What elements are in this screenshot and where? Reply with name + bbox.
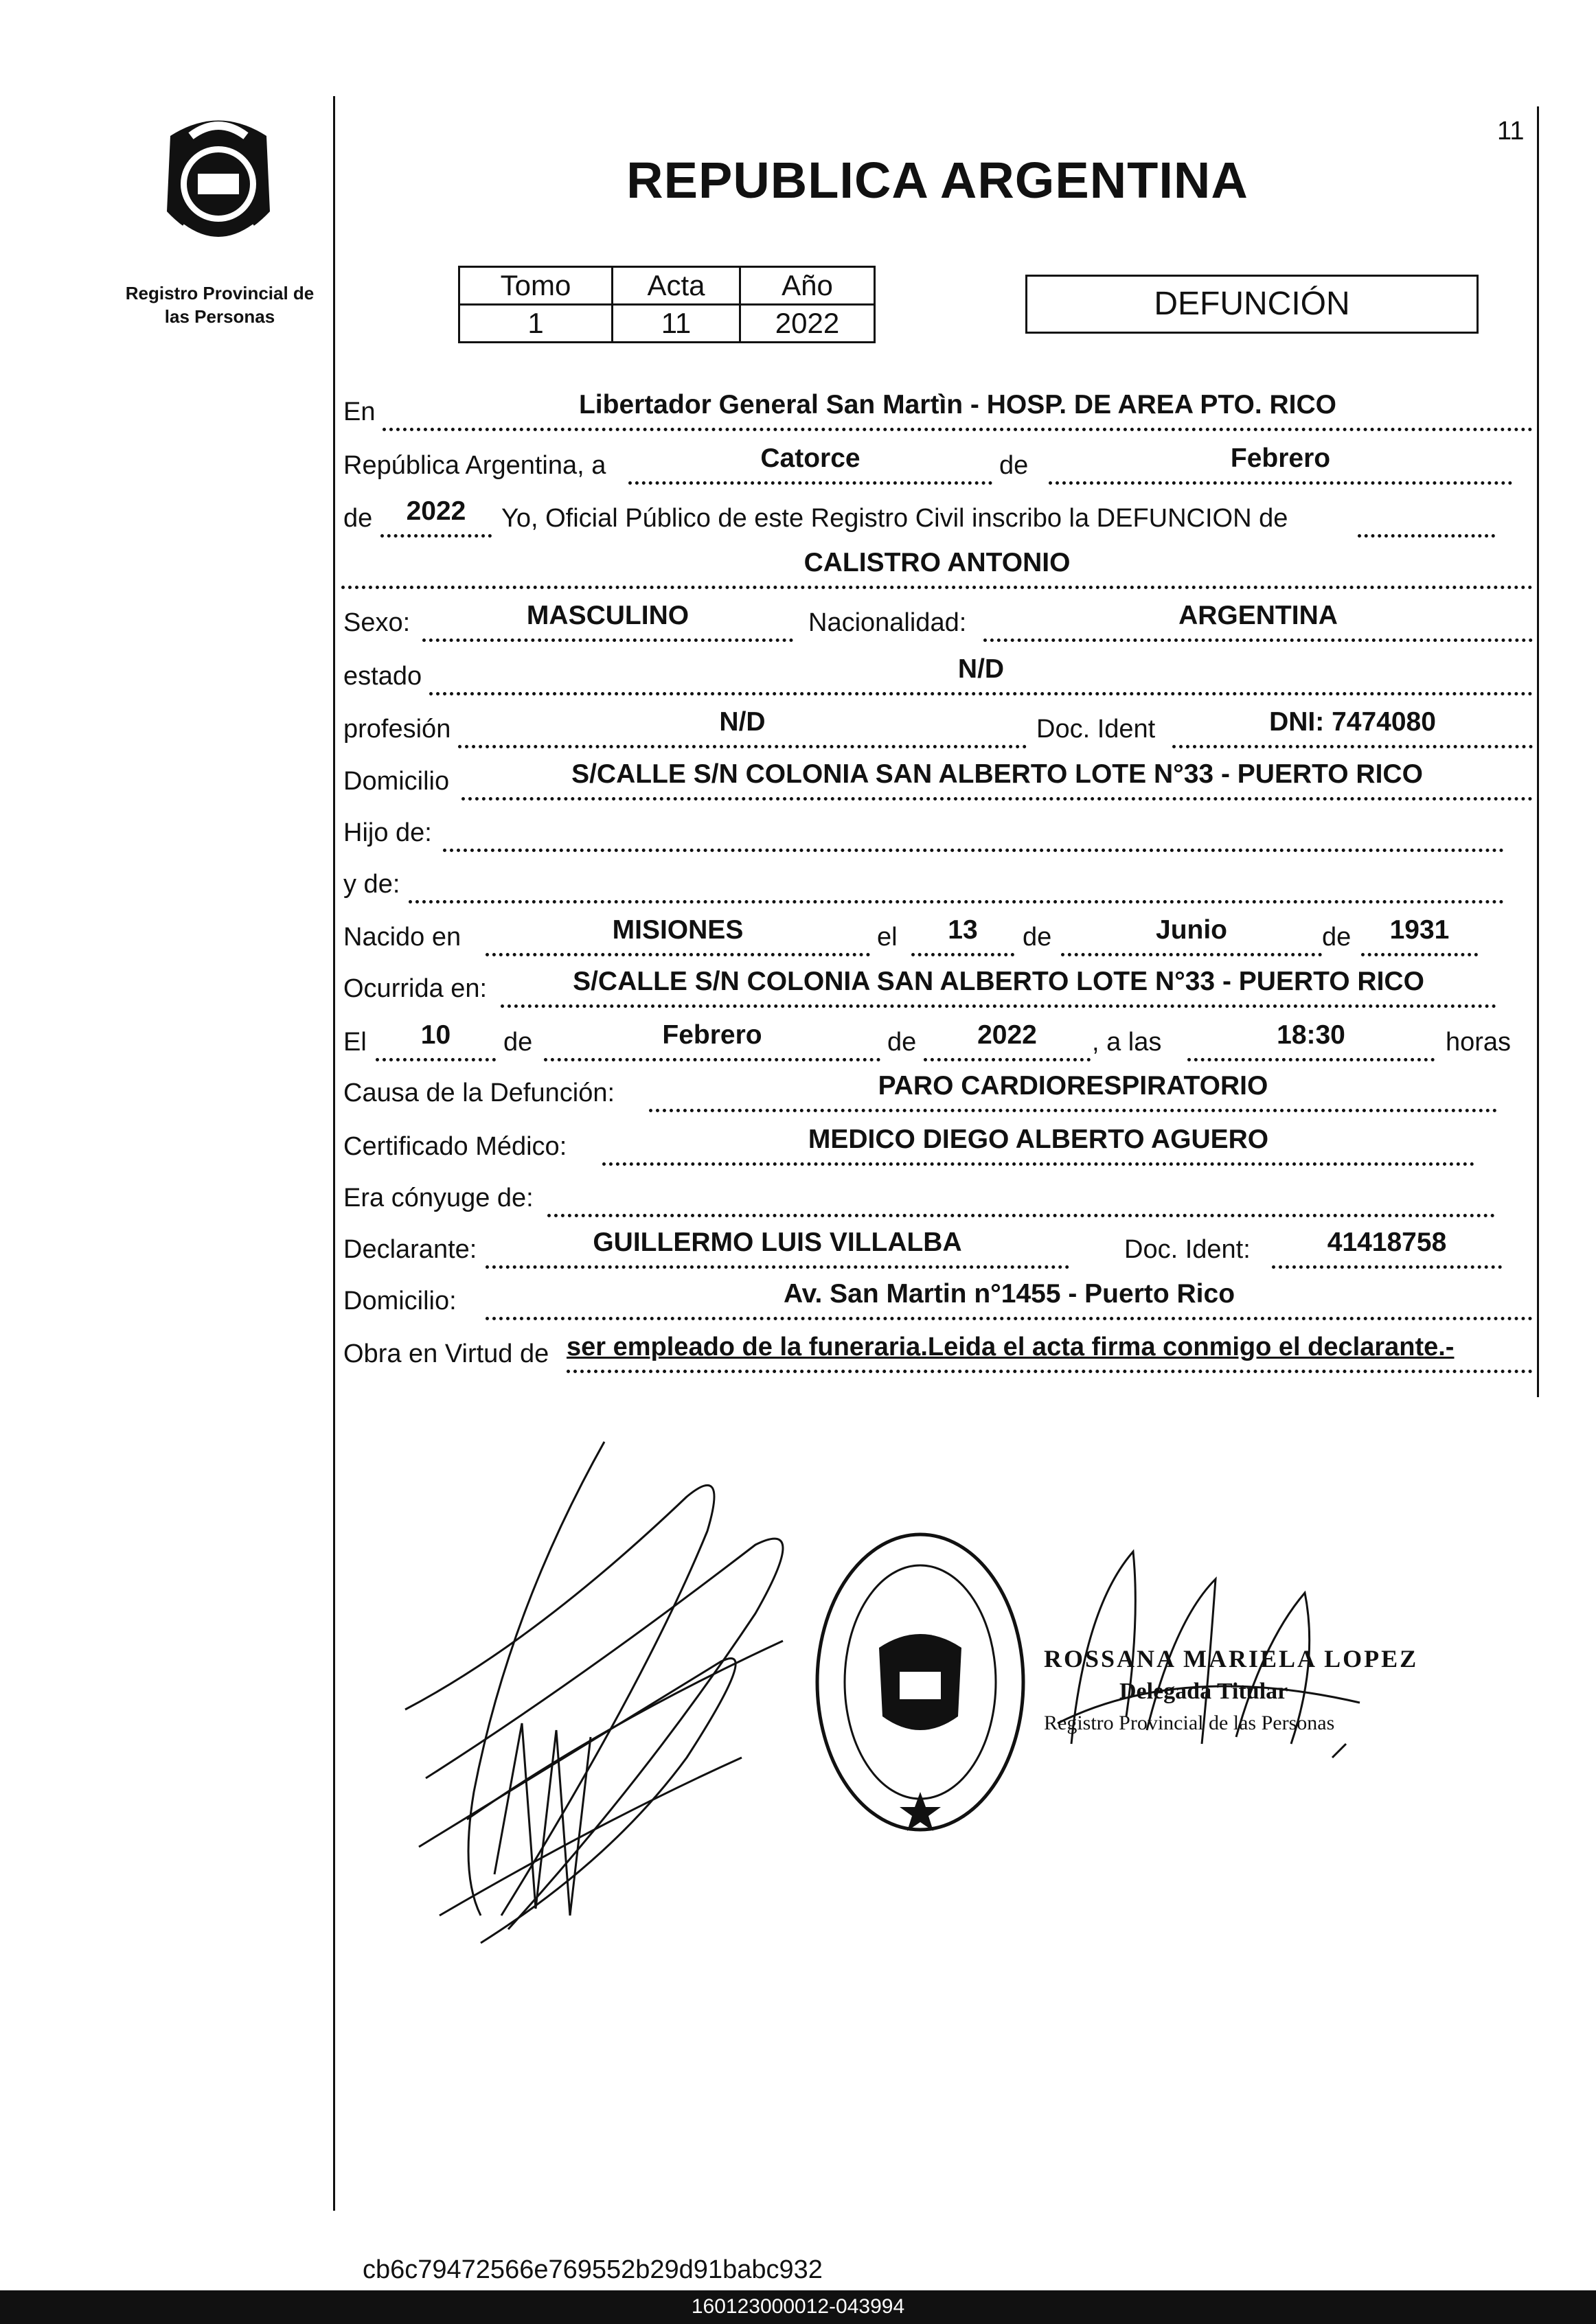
officer-block [1044,1644,1428,1735]
row-nacido: Nacido en MISIONES el 13 de Junio de 1931 [341,917,1533,965]
record-table [458,266,876,343]
birth-month: Junio [1156,915,1227,945]
officer-organization: Registro Provincial de las Personas [1044,1712,1335,1734]
death-day: 10 [420,1020,451,1050]
row-decl-domicilio: Domicilio: Av. San Martin n°1455 - Puerto Rico [341,1280,1533,1328]
row-yde: y de: [341,864,1533,912]
row-date: República Argentina, a Catorce de Febrero [341,445,1533,493]
row-conyuge: Era cónyuge de: [341,1177,1533,1226]
registry-stamp [810,1524,1030,1840]
act-type-box: DEFUNCIÓN [1025,275,1479,334]
declarante-doc-value: 41418758 [1327,1228,1447,1257]
tomo-header: Tomo [459,267,613,305]
acta-value: 11 [613,305,740,343]
row-sexo: Sexo: MASCULINO Nacionalidad: ARGENTINA [341,602,1533,650]
row-hijo: Hijo de: [341,812,1533,860]
anio-value: 2022 [740,305,875,343]
registration-month: Febrero [1230,444,1331,473]
registration-day: Catorce [760,444,860,473]
en-label: En [343,398,376,426]
row-certificado: Certificado Médico: MEDICO DIEGO ALBERTO AGUERO [341,1126,1533,1174]
tomo-value: 1 [459,305,613,343]
deceased-name: CALISTRO ANTONIO [803,548,1071,577]
document-title: REPUBLICA ARGENTINA [626,152,1249,209]
barcode-text: 160123000012-043994 [691,2295,905,2318]
row-domicilio: Domicilio S/CALLE S/N COLONIA SAN ALBERTO LOTE N°33 - PUERTO RICO [341,761,1533,809]
birth-place: MISIONES [612,915,744,945]
row-declarante: Declarante: GUILLERMO LUIS VILLALBA Doc. Ident: 41418758 [341,1229,1533,1277]
registry-label: Registro Provincial de las Personas [125,283,315,327]
officer-name: ROSSANA MARIELA LOPEZ [1044,1645,1419,1672]
row-year: de 2022 Yo, Oficial Público de este Registro Civil inscribo la DEFUNCION de [341,498,1533,546]
obra-value: ser empleado de la funeraria.Leida el acta firma conmigo el declarante.- [567,1333,1455,1361]
registration-year: 2022 [406,496,466,526]
certificado-value: MEDICO DIEGO ALBERTO AGUERO [808,1125,1269,1154]
declarante-value: GUILLERMO LUIS VILLALBA [593,1228,962,1257]
row-ocurrida: Ocurrida en: S/CALLE S/N COLONIA SAN ALBERTO LOTE N°33 - PUERTO RICO [341,968,1533,1016]
officer-role: Delegada Titular [1119,1679,1288,1704]
declarante-domicilio-value: Av. San Martin n°1455 - Puerto Rico [783,1279,1235,1309]
nacionalidad-value: ARGENTINA [1178,601,1338,630]
domicilio-value: S/CALLE S/N COLONIA SAN ALBERTO LOTE N°33 - PUERTO RICO [571,759,1423,789]
row-death-date: El 10 de Febrero de 2022 , a las 18:30 horas [341,1022,1533,1070]
declarant-signature [398,1435,824,1957]
estado-value: N/D [957,654,1005,684]
death-time: 18:30 [1277,1020,1345,1050]
row-causa: Causa de la Defunción: PARO CARDIORESPIRATORIO [341,1072,1533,1120]
left-margin-rule [333,96,335,2211]
provincia-misiones-logo [150,108,287,266]
page-number: 11 [1497,117,1525,146]
document-hash: cb6c79472566e769552b29d91babc932 [363,2255,823,2284]
sexo-value: MASCULINO [526,601,689,630]
row-profesion: profesión N/D Doc. Ident DNI: 7474080 [341,709,1533,757]
right-margin-rule [1537,106,1539,1397]
row-deceased [341,549,1533,597]
death-place: S/CALLE S/N COLONIA SAN ALBERTO LOTE N°33 - PUERTO RICO [573,967,1424,996]
birth-year: 1931 [1389,915,1450,945]
causa-value: PARO CARDIORESPIRATORIO [878,1071,1268,1101]
row-obra: Obra en Virtud de ser empleado de la funeraria.Leida el acta firma conmigo el declarante.- [341,1333,1533,1381]
acta-header: Acta [613,267,740,305]
anio-header: Año [740,267,875,305]
death-month: Febrero [662,1020,762,1050]
birth-day: 13 [948,915,978,945]
place-of-registration: Libertador General San Martìn - HOSP. DE AREA PTO. RICO [578,390,1337,419]
row-estado: estado N/D [341,656,1533,704]
death-year: 2022 [977,1020,1037,1050]
doc-value: DNI: 7474080 [1269,707,1436,737]
profesion-value: N/D [719,707,766,737]
row-en [341,391,1533,439]
